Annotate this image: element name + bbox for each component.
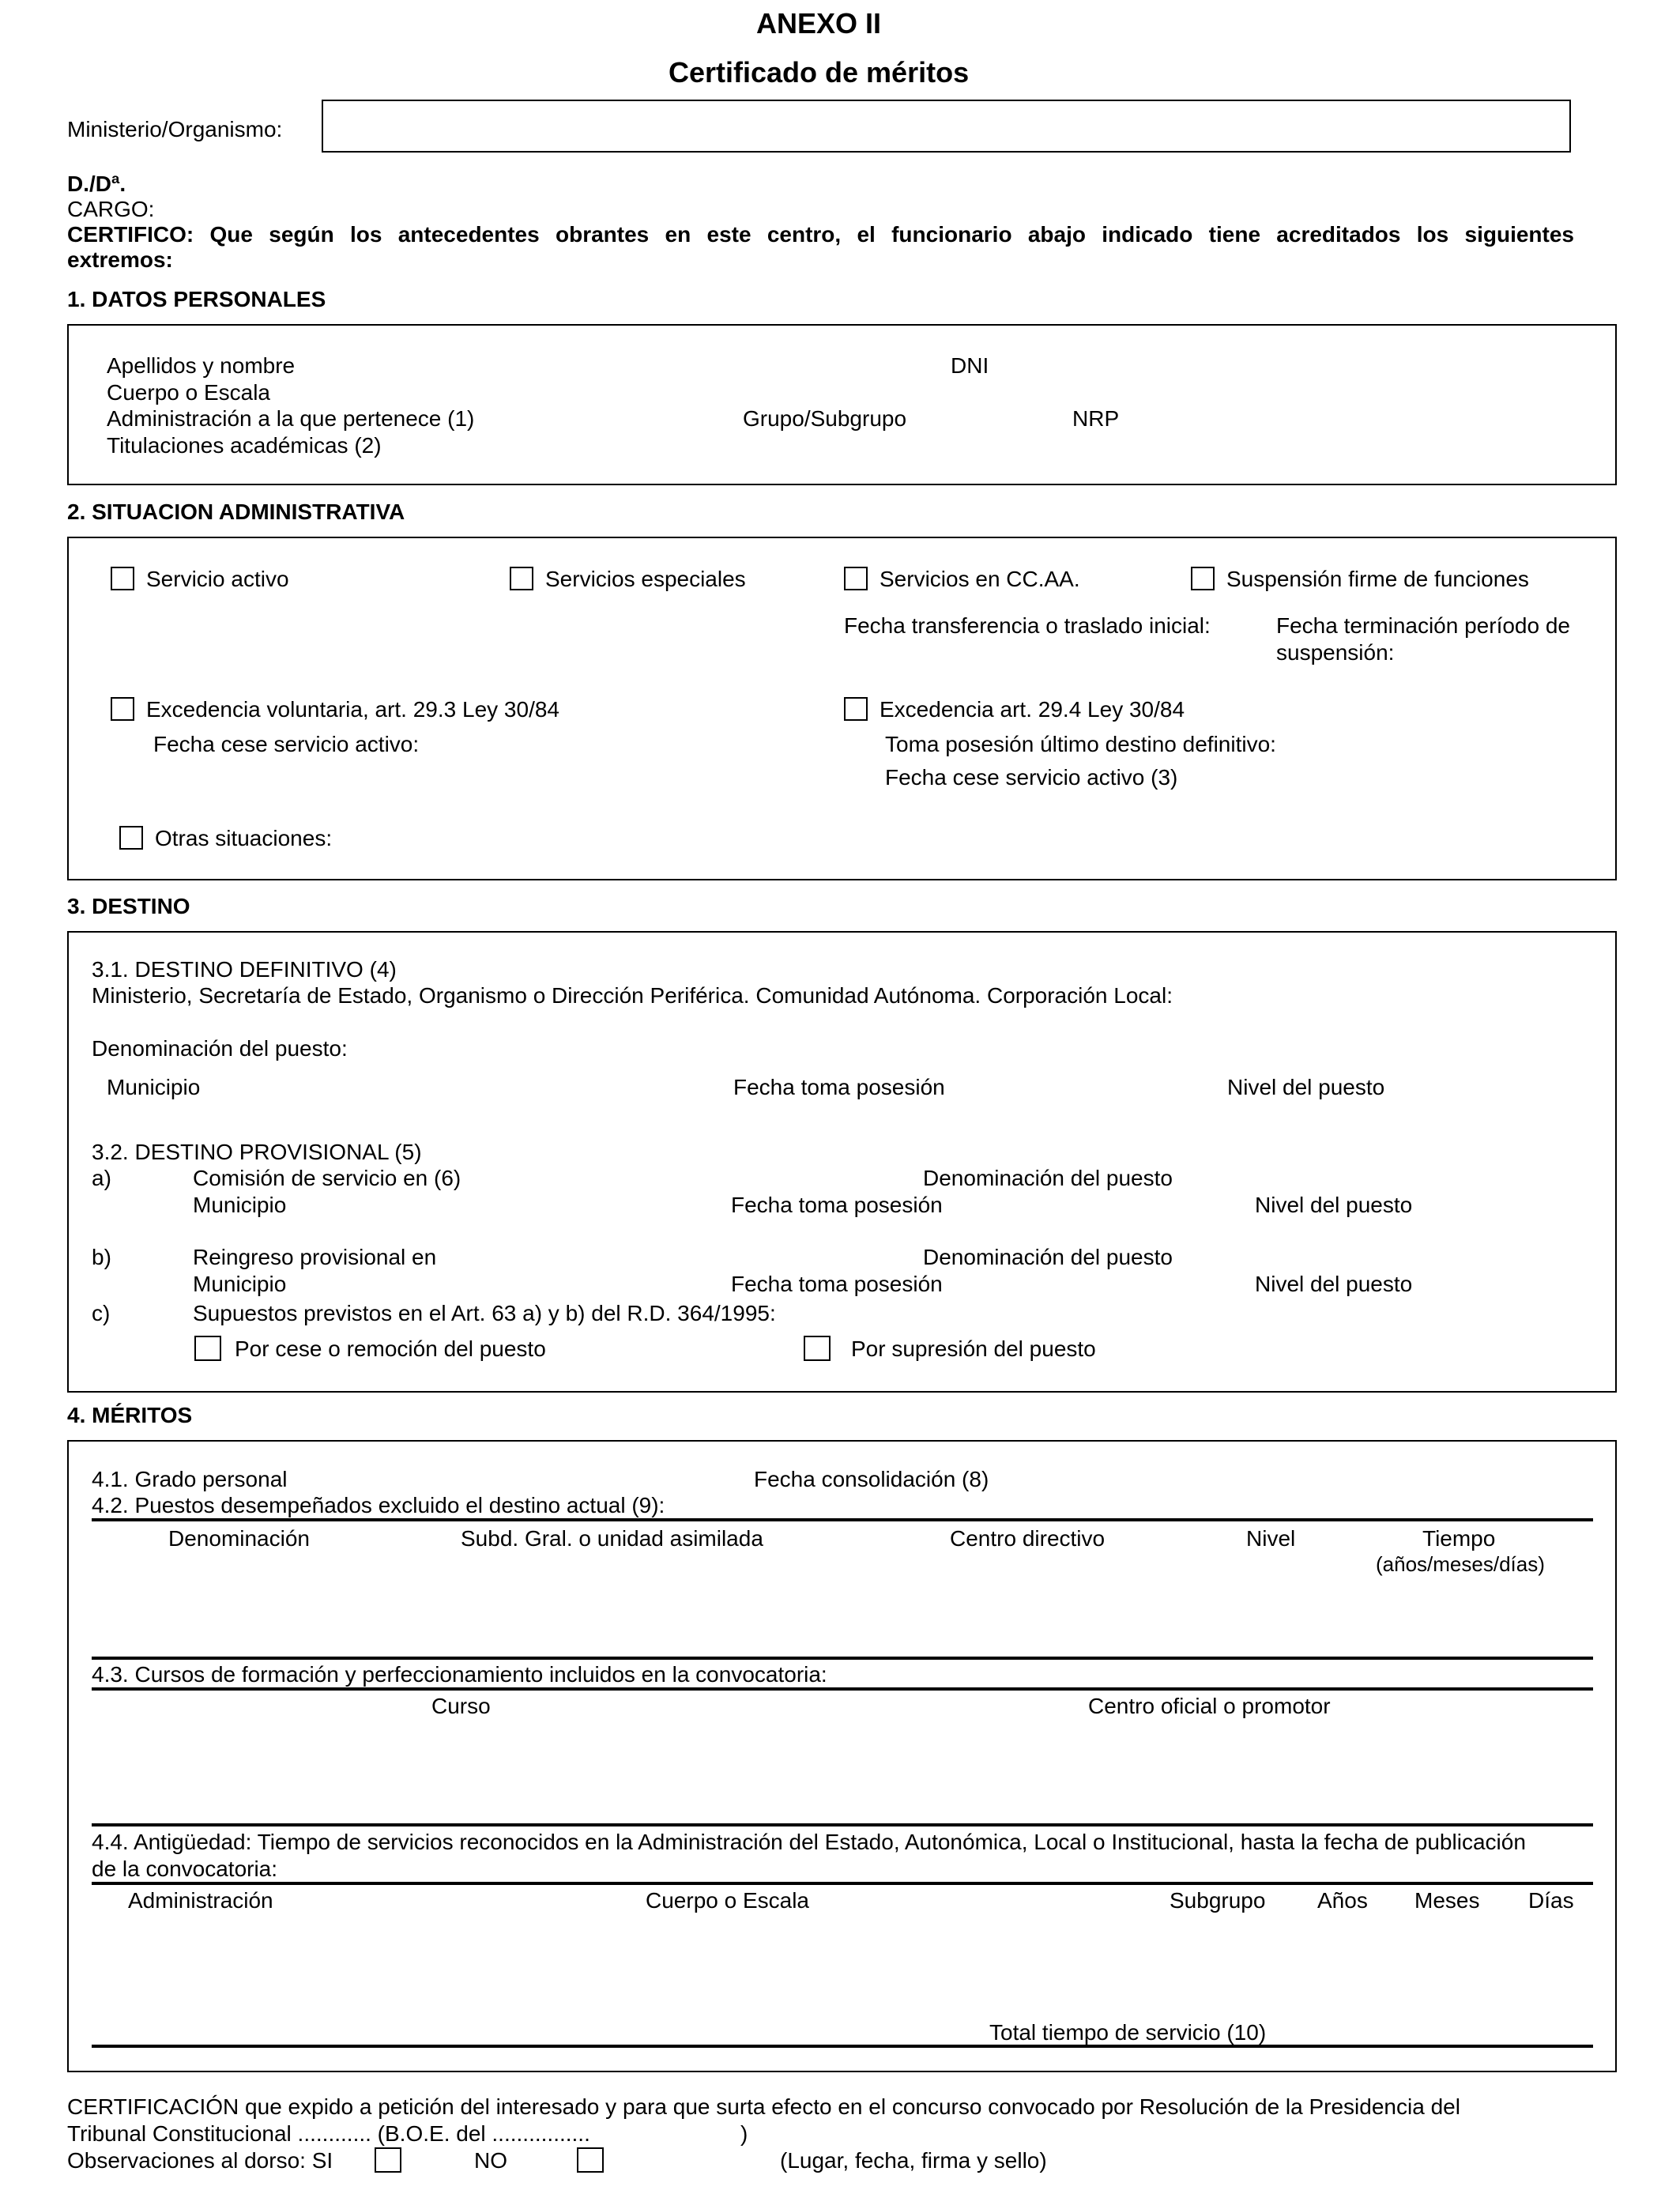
- ministry-label: Ministerio/Organismo:: [67, 117, 283, 141]
- antiguedad-col-subgrupo: Subgrupo: [1170, 1888, 1266, 1913]
- ministry-field[interactable]: [322, 100, 1571, 153]
- destino-provisional-title: 3.2. DESTINO PROVISIONAL (5): [92, 1140, 422, 1164]
- observaciones-no-checkbox[interactable]: [577, 2147, 604, 2173]
- por-supresion-label: Por supresión del puesto: [851, 1336, 1096, 1361]
- excedencia-voluntaria-label: Excedencia voluntaria, art. 29.3 Ley 30/84: [146, 697, 560, 722]
- titulaciones-label: Titulaciones académicas (2): [107, 433, 382, 458]
- dd-label: D./Dª.: [67, 172, 126, 196]
- section-1-box: [67, 324, 1617, 485]
- puestos-tiempo-sub: (años/meses/días): [1376, 1552, 1545, 1576]
- excedencia-294-checkbox[interactable]: [844, 697, 868, 721]
- puestos-col-denominacion: Denominación: [168, 1526, 310, 1551]
- fecha-toma-a-label: Fecha toma posesión: [731, 1193, 943, 1217]
- antiguedad-label-2: de la convocatoria:: [92, 1857, 278, 1881]
- suspension-label: Suspensión firme de funciones: [1226, 567, 1529, 591]
- certifico-text-line1: CERTIFICO: Que según los antecedentes obrantes en este centro, el funcionario abajo indicado tiene acreditados los siguientes: [67, 222, 1574, 247]
- puestos-label: 4.2. Puestos desempeñados excluido el destino actual (9):: [92, 1493, 665, 1517]
- observaciones-label: Observaciones al dorso: SI: [67, 2148, 333, 2173]
- reingreso-label: Reingreso provisional en: [193, 1245, 437, 1269]
- antiguedad-col-anos: Años: [1317, 1888, 1368, 1913]
- puestos-col-subd: Subd. Gral. o unidad asimilada: [461, 1526, 763, 1551]
- nrp-label: NRP: [1072, 406, 1120, 431]
- puestos-col-tiempo: Tiempo: [1422, 1526, 1496, 1551]
- cursos-col-centro: Centro oficial o promotor: [1088, 1694, 1331, 1718]
- denominacion-b-label: Denominación del puesto: [923, 1245, 1173, 1269]
- administracion-label: Administración a la que pertenece (1): [107, 406, 475, 431]
- denominacion-puesto-label: Denominación del puesto:: [92, 1036, 348, 1061]
- antiguedad-col-dias: Días: [1528, 1888, 1574, 1913]
- por-cese-label: Por cese o remoción del puesto: [235, 1336, 546, 1361]
- observaciones-si-checkbox[interactable]: [375, 2147, 401, 2173]
- certifico-text-line2: extremos:: [67, 247, 173, 272]
- servicios-especiales-label: Servicios especiales: [545, 567, 746, 591]
- nivel-puesto-a-label: Nivel del puesto: [1255, 1193, 1413, 1217]
- cargo-label: CARGO:: [67, 197, 155, 221]
- toma-posesion-label: Toma posesión último destino definitivo:: [885, 732, 1276, 756]
- fecha-transferencia-label: Fecha transferencia o traslado inicial:: [844, 613, 1211, 638]
- otras-situaciones-checkbox[interactable]: [119, 826, 143, 850]
- grupo-label: Grupo/Subgrupo: [743, 406, 907, 431]
- puestos-top-rule: [92, 1518, 1593, 1521]
- item-b-marker: b): [92, 1245, 111, 1269]
- certificacion-line1: CERTIFICACIÓN que expido a petición del interesado y para que surta efecto en el concurso convocado por Resolución de la Presidencia del: [67, 2094, 1460, 2119]
- denominacion-a-label: Denominación del puesto: [923, 1166, 1173, 1190]
- municipio-a-label: Municipio: [193, 1193, 287, 1217]
- section-3-heading: 3. DESTINO: [67, 894, 190, 918]
- destino-definitivo-title: 3.1. DESTINO DEFINITIVO (4): [92, 957, 397, 982]
- certificacion-close-paren: ): [740, 2121, 748, 2146]
- antiguedad-col-meses: Meses: [1414, 1888, 1480, 1913]
- grado-label: 4.1. Grado personal: [92, 1467, 288, 1491]
- antiguedad-col-cuerpo: Cuerpo o Escala: [646, 1888, 810, 1913]
- suspension-checkbox[interactable]: [1191, 567, 1215, 590]
- observaciones-no-label: NO: [474, 2148, 507, 2173]
- por-supresion-checkbox[interactable]: [804, 1336, 831, 1361]
- fecha-cese-label: Fecha cese servicio activo:: [153, 732, 420, 756]
- dni-label: DNI: [951, 353, 989, 378]
- municipio-b-label: Municipio: [193, 1272, 287, 1296]
- section-2-heading: 2. SITUACION ADMINISTRATIVA: [67, 499, 405, 524]
- annex-title: ANEXO II: [756, 7, 882, 40]
- servicios-ccaa-label: Servicios en CC.AA.: [880, 567, 1080, 591]
- destino-definitivo-line: Ministerio, Secretaría de Estado, Organismo o Dirección Periférica. Comunidad Autónoma. Corporación Local:: [92, 983, 1173, 1008]
- servicios-especiales-checkbox[interactable]: [510, 567, 533, 590]
- nivel-puesto-label: Nivel del puesto: [1227, 1075, 1385, 1099]
- total-rule: [92, 2045, 1593, 2048]
- servicio-activo-label: Servicio activo: [146, 567, 289, 591]
- municipio-label: Municipio: [107, 1075, 201, 1099]
- fecha-consolidacion-label: Fecha consolidación (8): [754, 1467, 989, 1491]
- antiguedad-top-rule: [92, 1882, 1593, 1885]
- item-c-marker: c): [92, 1301, 111, 1325]
- comision-label: Comisión de servicio en (6): [193, 1166, 461, 1190]
- nivel-puesto-b-label: Nivel del puesto: [1255, 1272, 1413, 1296]
- certificacion-line2: Tribunal Constitucional ............ (B.O.E. del ................: [67, 2121, 590, 2146]
- total-tiempo-label: Total tiempo de servicio (10): [989, 2020, 1267, 2045]
- section-4-heading: 4. MÉRITOS: [67, 1403, 193, 1427]
- cursos-top-rule: [92, 1687, 1593, 1691]
- fecha-terminacion-label: Fecha terminación período de: [1276, 613, 1570, 638]
- lugar-fecha-firma-label: (Lugar, fecha, firma y sello): [780, 2148, 1047, 2173]
- page-title: Certificado de méritos: [669, 56, 970, 89]
- antiguedad-col-administracion: Administración: [128, 1888, 273, 1913]
- section-1-heading: 1. DATOS PERSONALES: [67, 287, 326, 311]
- puestos-col-centro: Centro directivo: [950, 1526, 1106, 1551]
- por-cese-checkbox[interactable]: [194, 1336, 221, 1361]
- cursos-col-curso: Curso: [431, 1694, 491, 1718]
- fecha-toma-b-label: Fecha toma posesión: [731, 1272, 943, 1296]
- antiguedad-label-1: 4.4. Antigüedad: Tiempo de servicios reconocidos en la Administración del Estado, Autonómica, Local o Institucional, hasta la fecha de publicación: [92, 1830, 1526, 1854]
- servicio-activo-checkbox[interactable]: [111, 567, 134, 590]
- excedencia-294-label: Excedencia art. 29.4 Ley 30/84: [880, 697, 1185, 722]
- puestos-col-nivel: Nivel: [1246, 1526, 1296, 1551]
- fecha-toma-label: Fecha toma posesión: [733, 1075, 945, 1099]
- otras-situaciones-label: Otras situaciones:: [155, 826, 333, 850]
- apellidos-label: Apellidos y nombre: [107, 353, 296, 378]
- cursos-bottom-rule: [92, 1823, 1593, 1826]
- supuestos-label: Supuestos previstos en el Art. 63 a) y b) del R.D. 364/1995:: [193, 1301, 776, 1325]
- item-a-marker: a): [92, 1166, 111, 1190]
- cursos-label: 4.3. Cursos de formación y perfeccionamiento incluidos en la convocatoria:: [92, 1662, 827, 1687]
- excedencia-voluntaria-checkbox[interactable]: [111, 697, 134, 721]
- servicios-ccaa-checkbox[interactable]: [844, 567, 868, 590]
- cuerpo-label: Cuerpo o Escala: [107, 380, 271, 405]
- fecha-terminacion-label-2: suspensión:: [1276, 640, 1395, 665]
- fecha-cese-3-label: Fecha cese servicio activo (3): [885, 765, 1178, 790]
- puestos-bottom-rule: [92, 1657, 1593, 1660]
